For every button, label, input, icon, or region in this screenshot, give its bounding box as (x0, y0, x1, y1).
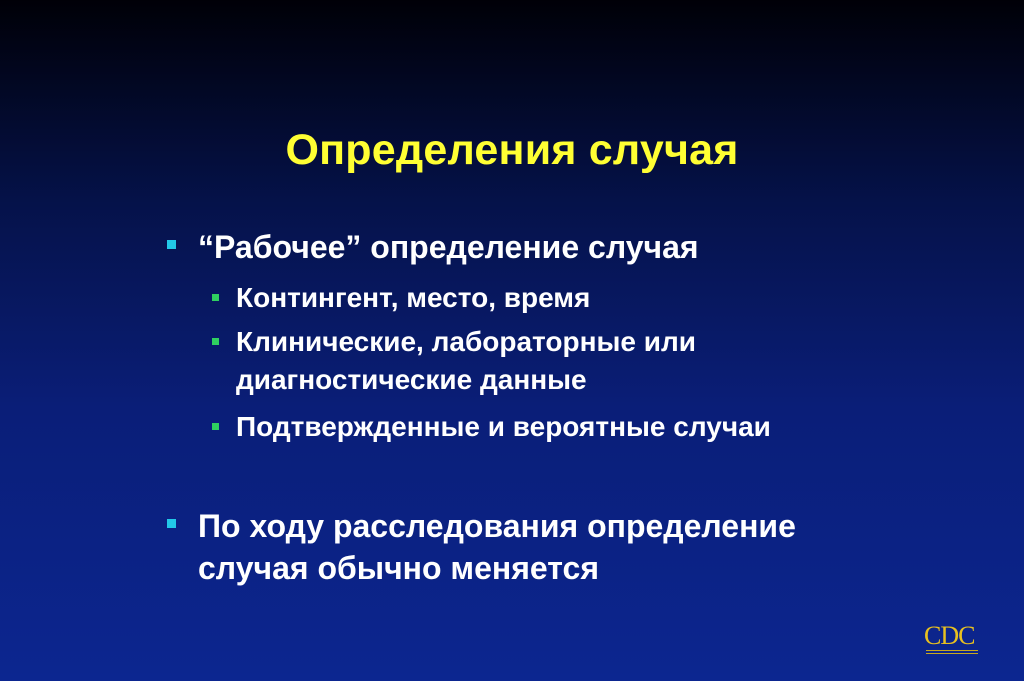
bullet-square-icon (167, 240, 176, 249)
bullet-square-icon (167, 519, 176, 528)
slide-title: Определения случая (285, 126, 739, 174)
bullet-definition-changes-line2: случая обычно меняется (198, 550, 599, 586)
sub-bullet-clinical-line2: диагностические данные (236, 364, 587, 395)
cdc-logo-text: CDC (924, 621, 975, 650)
cdc-logo-fineprint (926, 650, 978, 654)
sub-bullet-clinical-line1: Клинические, лабораторные или (236, 326, 696, 357)
sub-bullet-confirmed-probable: Подтвержденные и вероятные случаи (236, 411, 771, 442)
bullet-definition-changes-line1: По ходу расследования определение (198, 508, 796, 544)
sub-bullet-population-place-time: Контингент, место, время (236, 282, 591, 313)
sub-bullet-square-icon (212, 294, 219, 301)
sub-bullet-square-icon (212, 338, 219, 345)
sub-bullet-square-icon (212, 423, 219, 430)
bullet-working-definition: “Рабочее” определение случая (198, 229, 699, 265)
cdc-logo (924, 622, 980, 658)
